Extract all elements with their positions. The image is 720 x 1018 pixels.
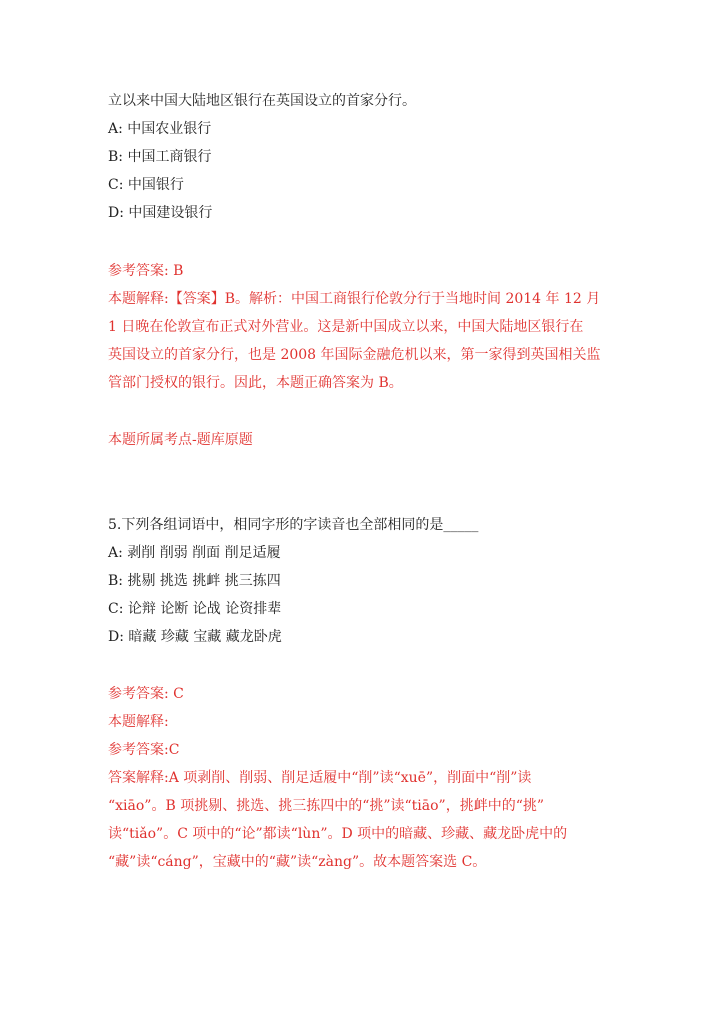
question-5-explanation-line-1: 答案解释:A 项剥削、削弱、削足适履中“削”读“xuē”，削面中“削”读 bbox=[108, 770, 532, 786]
question-4-explanation-line-3: 英国设立的首家分行，也是 2008 年国际金融危机以来，第一家得到英国相关监 bbox=[108, 347, 601, 363]
question-5-option-c: C: 论辩 论断 论战 论资排辈 bbox=[108, 601, 282, 617]
question-5-explanation-label: 本题解释: bbox=[108, 714, 169, 730]
question-4-explanation-line-1: 本题解释:【答案】B。解析：中国工商银行伦敦分行于当地时间 2014 年 12 月 bbox=[108, 291, 601, 307]
question-5-option-b: B: 挑剔 挑选 挑衅 挑三拣四 bbox=[108, 573, 281, 589]
question-5-explanation-line-3: 读“tiǎo”。C 项中的“论”都读“lùn”。D 项中的暗藏、珍藏、藏龙卧虎中的 bbox=[108, 826, 568, 842]
question-4-answer: 参考答案: B bbox=[108, 263, 184, 279]
question-4-option-b: B: 中国工商银行 bbox=[108, 149, 212, 165]
question-5-option-d: D: 暗藏 珍藏 宝藏 藏龙卧虎 bbox=[108, 629, 282, 645]
question-5-option-a: A: 剥削 削弱 削面 削足适履 bbox=[108, 545, 281, 561]
question-5-explanation-line-2: “xiāo”。B 项挑剔、挑选、挑三拣四中的“挑”读“tiāo”，挑衅中的“挑” bbox=[108, 798, 545, 814]
question-4-stem-tail: 立以来中国大陆地区银行在英国设立的首家分行。 bbox=[108, 93, 416, 109]
question-5-answer: 参考答案: C bbox=[108, 686, 184, 702]
question-4-option-d: D: 中国建设银行 bbox=[108, 205, 213, 221]
question-4-option-c: C: 中国银行 bbox=[108, 177, 184, 193]
question-4-explanation-line-4: 管部门授权的银行。因此，本题正确答案为 B。 bbox=[108, 375, 403, 391]
question-4-category: 本题所属考点-题库原题 bbox=[108, 432, 253, 448]
question-5-answer-repeat: 参考答案:C bbox=[108, 742, 180, 758]
question-5-explanation-line-4: “藏”读“cáng”，宝藏中的“藏”读“zàng”。故本题答案选 C。 bbox=[108, 854, 487, 870]
question-4-option-a: A: 中国农业银行 bbox=[108, 121, 212, 137]
question-4-explanation-line-2: 1 日晚在伦敦宣布正式对外营业。这是新中国成立以来，中国大陆地区银行在 bbox=[108, 319, 584, 335]
question-5-stem: 5.下列各组词语中，相同字形的字读音也全部相同的是_____ bbox=[108, 517, 479, 533]
